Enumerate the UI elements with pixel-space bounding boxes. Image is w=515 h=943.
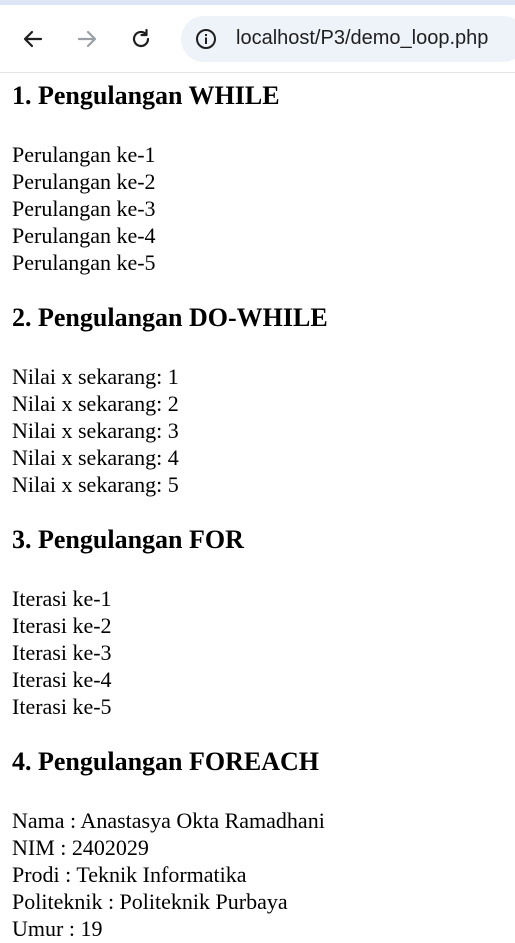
output-line: Nilai x sekarang: 3 <box>12 418 179 443</box>
output-lines <box>12 141 512 276</box>
section-for <box>12 525 512 720</box>
output-line: Perulangan ke-5 <box>12 250 156 275</box>
output-line: Nama : Anastasya Okta Ramadhani <box>12 808 325 833</box>
back-button[interactable] <box>16 22 50 56</box>
output-line: Nilai x sekarang: 5 <box>12 472 179 497</box>
page-content <box>12 74 512 942</box>
section-foreach <box>12 747 512 942</box>
output-line: Perulangan ke-1 <box>12 142 156 167</box>
reload-button[interactable] <box>124 22 158 56</box>
section-heading: 3. Pengulangan FOR <box>12 525 244 554</box>
reload-icon <box>130 28 152 50</box>
output-line: Politeknik : Politeknik Purbaya <box>12 889 288 914</box>
output-line: Iterasi ke-2 <box>12 613 112 638</box>
section-while <box>12 81 512 276</box>
forward-button[interactable] <box>70 22 104 56</box>
section-do-while <box>12 303 512 498</box>
output-line: Perulangan ke-3 <box>12 196 156 221</box>
tab-strip <box>0 0 515 5</box>
output-line: Iterasi ke-4 <box>12 667 112 692</box>
url-text[interactable]: localhost/P3/demo_loop.php <box>236 27 489 49</box>
output-line: Umur : 19 <box>12 916 103 941</box>
output-lines <box>12 585 512 720</box>
back-arrow-icon <box>22 28 44 50</box>
browser-toolbar <box>0 0 515 73</box>
info-icon[interactable] <box>195 28 217 50</box>
section-heading: 4. Pengulangan FOREACH <box>12 747 319 776</box>
output-lines <box>12 363 512 498</box>
output-line: Iterasi ke-3 <box>12 640 112 665</box>
output-line: NIM : 2402029 <box>12 835 149 860</box>
section-heading: 1. Pengulangan WHILE <box>12 81 280 110</box>
output-line: Perulangan ke-4 <box>12 223 156 248</box>
output-line: Nilai x sekarang: 1 <box>12 364 179 389</box>
output-line: Nilai x sekarang: 4 <box>12 445 179 470</box>
section-heading: 2. Pengulangan DO-WHILE <box>12 303 328 332</box>
address-bar[interactable] <box>181 16 515 62</box>
output-line: Prodi : Teknik Informatika <box>12 862 247 887</box>
output-lines <box>12 807 512 942</box>
output-line: Iterasi ke-5 <box>12 694 112 719</box>
output-line: Nilai x sekarang: 2 <box>12 391 179 416</box>
forward-arrow-icon <box>76 28 98 50</box>
output-line: Iterasi ke-1 <box>12 586 112 611</box>
output-line: Perulangan ke-2 <box>12 169 156 194</box>
